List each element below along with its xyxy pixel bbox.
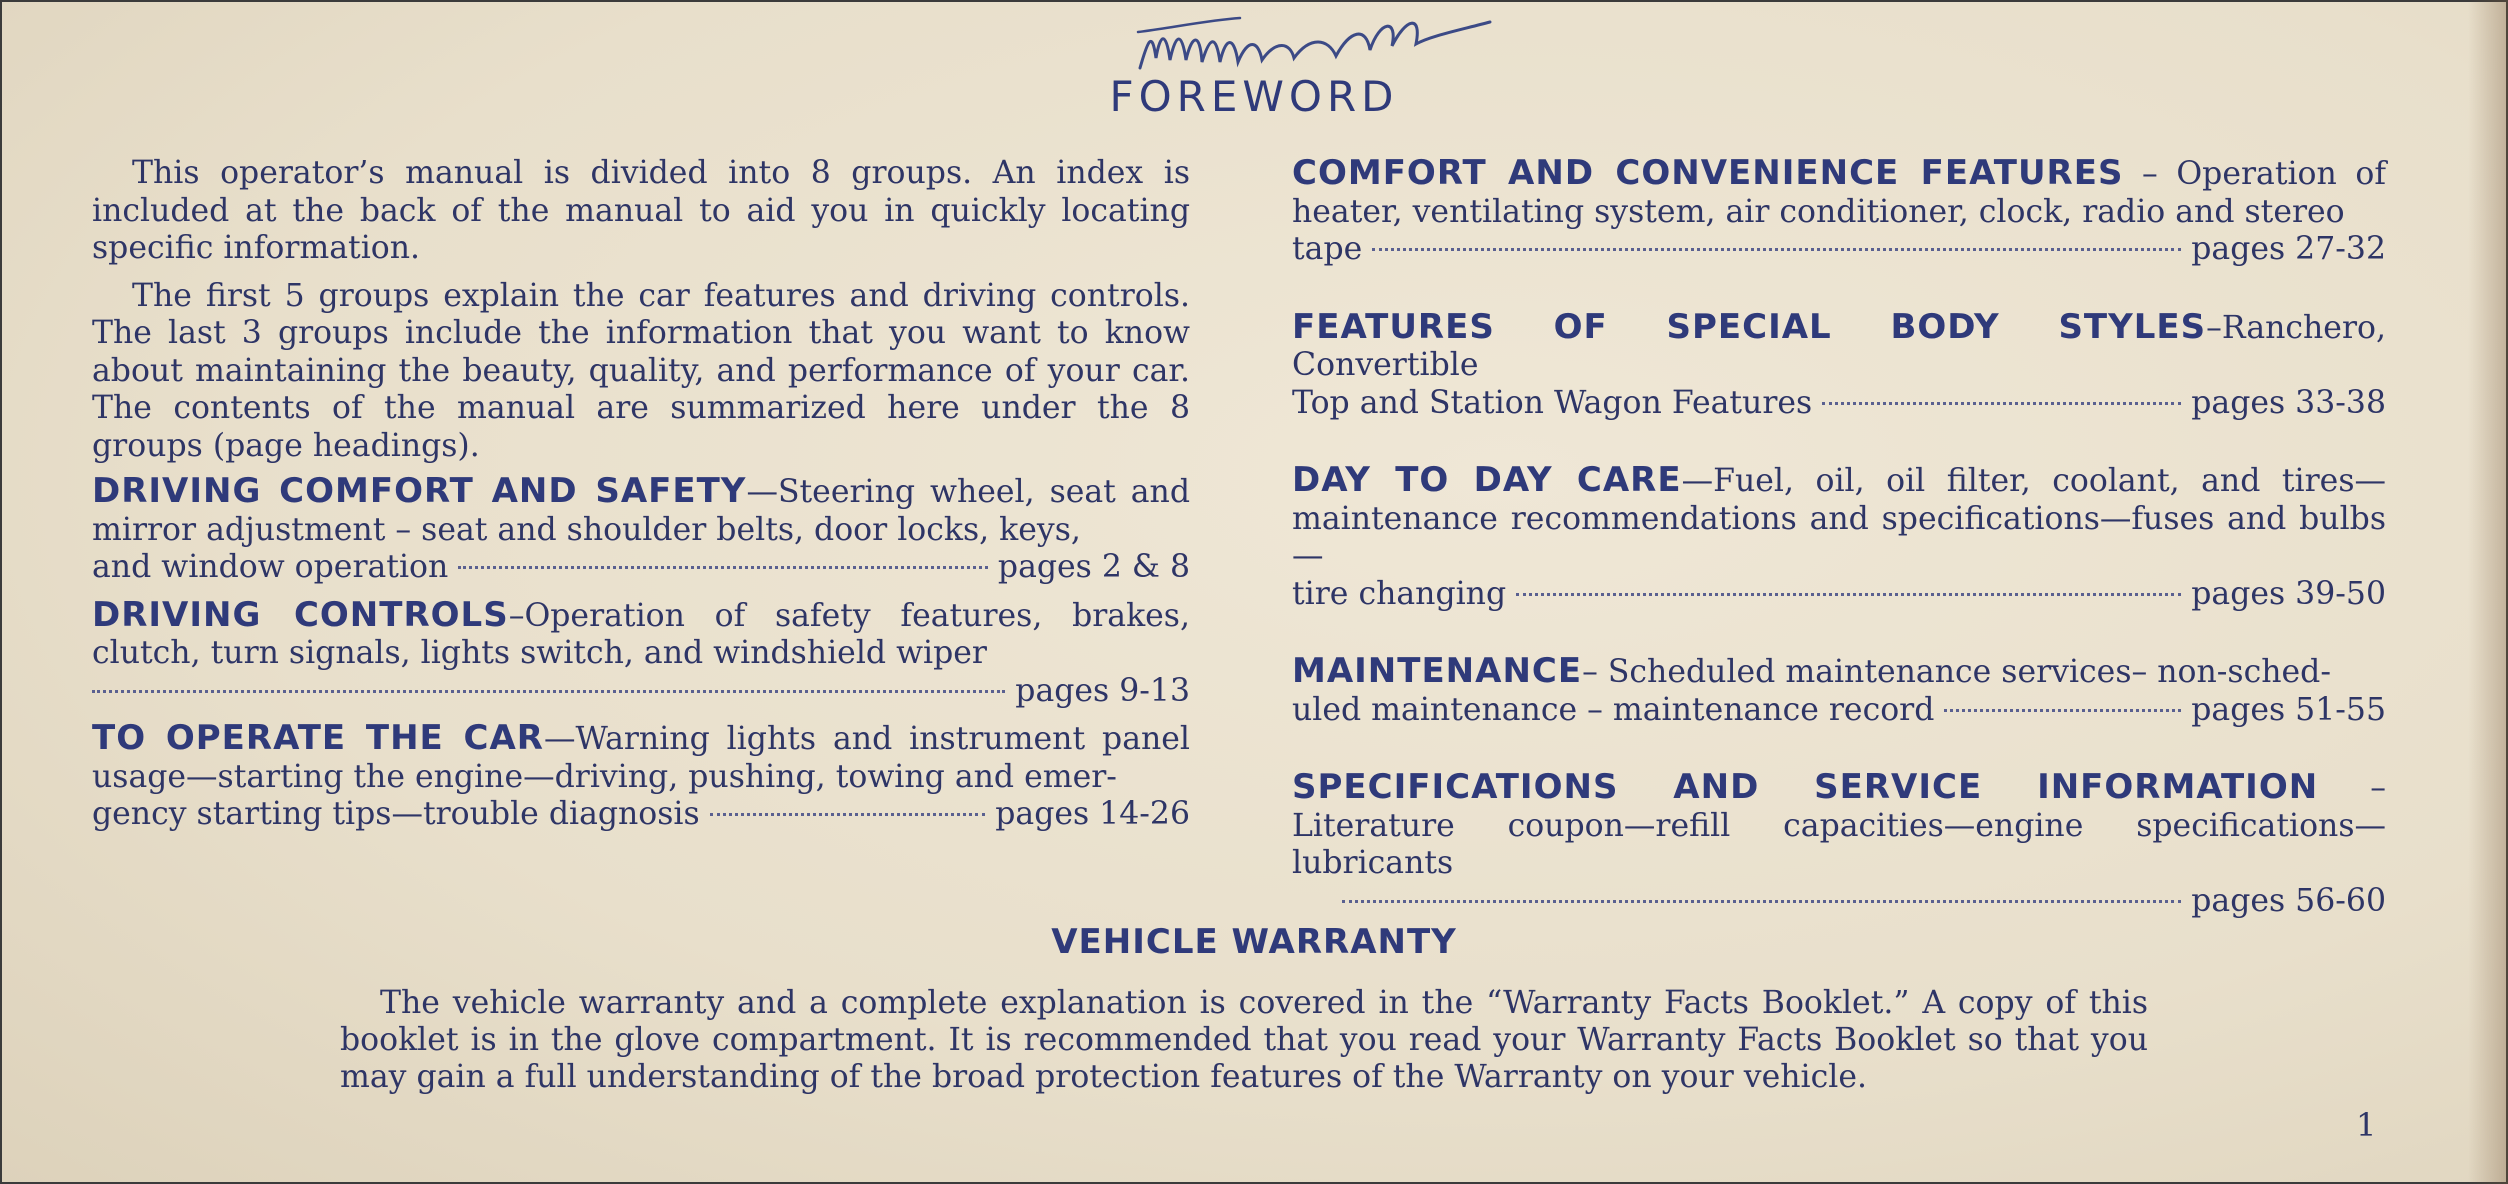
section-pages: pages 9-13 [1015,672,1190,709]
section-pages: pages 39-50 [2191,575,2386,612]
section-description: – Scheduled maintenance services– non-sched- [1582,654,2331,690]
section-heading: COMFORT AND CONVENIENCE FEATURES [1292,153,2124,193]
section-pages: pages 33-38 [2191,384,2386,421]
section-lead: and window operation [92,549,449,585]
binding-shadow [2468,0,2508,1184]
section-lead: uled maintenance – maintenance record [1292,691,1935,728]
dot-leader [1372,248,2181,251]
section-lead: tape [1292,231,1363,267]
section-heading: DAY TO DAY CARE [1292,460,1682,500]
section-heading: DRIVING CONTROLS [92,594,509,635]
section-description: –Ranchero, Convertible [1292,309,2386,383]
dot-leader [710,813,986,816]
dot-leader [458,566,988,569]
section-description: —Warning lights and instrument panel usage—starting the engine—driving, pushing, towing and emer- [92,721,1190,795]
section-description: –Operation of safety features, brakes, clutch, turn signals, lights switch, and windshield wiper [92,597,1190,671]
section-description: – Literature coupon—refill capacities—engine specifications—lubricants [1292,770,2387,881]
dot-leader [1822,402,2181,405]
warranty-heading: VEHICLE WARRANTY [1051,922,1457,962]
section-pages: pages 14-26 [995,796,1190,832]
section-heading: DRIVING COMFORT AND SAFETY [92,471,747,511]
warranty-paragraph: The vehicle warranty and a complete explanation is covered in the “Warranty Facts Booklet.” A copy of this booklet is in the glove compartment. It is recommended that you read your Warranty Facts Booklet so that you may gain a full understanding of the broad protection features of the Warranty on your vehicle. [340,985,2148,1095]
section-description: —Steering wheel, seat and mirror adjustment – seat and shoulder belts, door locks, keys, [92,474,1190,548]
intro-paragraph: The first 5 groups explain the car features and driving controls. The last 3 groups include the information that you want to know about maintaining the beauty, quality, and performance of your car. The contents of the manual are summarized here under the 8 groups (page headings). [92,277,1190,464]
section-driving-comfort [92,473,1190,587]
section-special-body-styles [1292,306,2386,423]
section-heading: MAINTENANCE [1292,651,1583,691]
left-column [92,155,1190,834]
section-lead: Top and Station Wagon Features [1292,384,1813,421]
dot-leader [1944,709,2181,712]
section-operate-car [92,720,1190,834]
section-day-to-day-care [1292,462,2386,613]
section-heading: FEATURES OF SPECIAL BODY STYLES [1292,306,2207,347]
intro-paragraph: This operator’s manual is divided into 8 groups. An index is included at the back of the manual to aid you in quickly locating specific information. [92,155,1190,266]
section-heading: TO OPERATE THE CAR [92,718,544,758]
dot-leader [1342,900,2181,903]
section-pages: pages 51-55 [2191,691,2386,728]
section-specifications [1292,769,2386,920]
right-column [1292,155,2386,920]
section-description: – Operation of heater, ventilating system, air conditioner, clock, radio and stereo [1292,156,2386,230]
page-title: FOREWORD [1109,72,1399,121]
section-comfort-convenience [1292,155,2386,269]
section-lead: tire changing [1292,575,1507,612]
section-pages: pages 56-60 [2191,882,2386,919]
dot-leader [1516,593,2181,596]
section-pages: pages 2 & 8 [997,549,1190,585]
section-heading: SPECIFICATIONS AND SERVICE INFORMATION [1292,767,2319,807]
page-number: 1 [2356,1106,2377,1144]
section-driving-controls [92,594,1190,711]
section-pages: pages 27-32 [2191,231,2386,267]
section-maintenance [1292,653,2386,729]
dot-leader [92,690,1005,693]
section-description: —Fuel, oil, oil filter, coolant, and tires—maintenance recommendations and specifications—fuses and bulbs— [1292,463,2386,574]
section-lead: gency starting tips—trouble diagnosis [92,796,700,832]
